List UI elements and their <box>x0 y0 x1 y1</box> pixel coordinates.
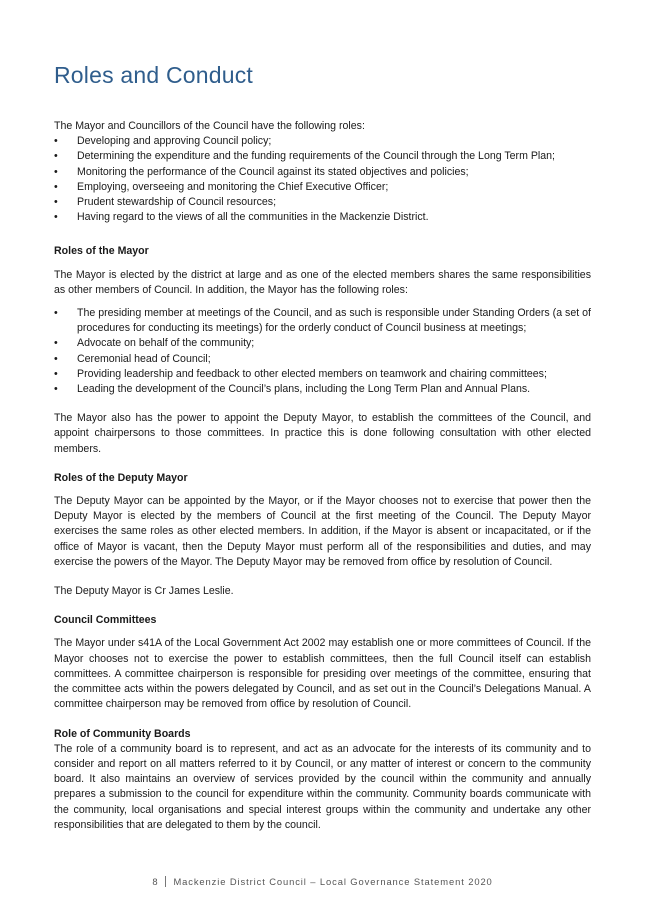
list-item <box>54 165 591 180</box>
bullet: • <box>54 383 58 396</box>
intro-paragraph: The Mayor and Councillors of the Council have the following roles: <box>54 120 365 132</box>
page-title: Roles and Conduct <box>54 62 254 88</box>
list-item-text: Advocate on behalf of the community; <box>77 337 255 350</box>
list-item-text: Developing and approving Council policy; <box>77 135 272 148</box>
list-item-text: Providing leadership and feedback to other elected members on teamwork and chairing committees; <box>77 367 547 380</box>
bullet: • <box>54 180 58 193</box>
list-item <box>54 134 591 149</box>
bullet: • <box>54 150 58 163</box>
community-boards-paragraph: The role of a community board is to represent, and act as an advocate for the interests of its community and to consider and report on all matters referred to it by Council, or any matter of interest or concern to the community board. It also maintains an overview of services provided by the council within the community and annually prepares a submission to the council for expenditure within the community. Community boards communicate with the community, local organisations and special interest groups within the community and undertake any other responsibilities that are delegated to them by the council. <box>54 742 591 831</box>
list-item-text: Prudent stewardship of Council resources; <box>77 196 277 209</box>
list-item-text: The presiding member at meetings of the Council, and as such is responsible under Standing Orders (a set of procedures for conducting its meetings) for the orderly conduct of Council business at meetings; <box>77 307 591 335</box>
bullet: • <box>54 135 58 148</box>
section-heading-committees: Council Committees <box>54 614 157 627</box>
list-item <box>54 306 591 336</box>
mayor-paragraph: The Mayor is elected by the district at large and as one of the elected members shares the same responsibilities as other members of Council. In addition, the Mayor has the following roles: <box>54 268 591 296</box>
bullet: • <box>54 352 58 365</box>
council-roles-list <box>54 134 591 225</box>
bullet: • <box>54 337 58 350</box>
deputy-mayor-paragraph: The Deputy Mayor can be appointed by the Mayor, or if the Mayor chooses not to exercise that power then the Deputy Mayor is elected by the members of Council at the first meeting of the Council. The Deputy Mayor exercises the same roles as other elected members. In addition, if the Mayor is absent or incapacitated, or if the office of Mayor is vacant, then the Deputy Mayor must perform all of the responsibilities and duties, and may exercise the powers of the Mayor. The Deputy Mayor may be removed from office by resolution of Council. <box>54 495 591 568</box>
list-item <box>54 352 591 367</box>
bullet: • <box>54 165 58 178</box>
mayor-powers-paragraph: The Mayor also has the power to appoint the Deputy Mayor, to establish the committees of the Council, and appoint chairpersons to those committees. In practice this is done following consultation with other elected members. <box>54 412 591 455</box>
page-content <box>54 119 591 833</box>
list-item <box>54 180 591 195</box>
section-heading-mayor: Roles of the Mayor <box>54 245 149 258</box>
list-item <box>54 336 591 351</box>
list-item <box>54 195 591 210</box>
bullet: • <box>54 367 58 380</box>
footer-divider <box>165 876 166 887</box>
mayor-roles-list <box>54 306 591 397</box>
section-heading-community-boards: Role of Community Boards <box>54 727 191 740</box>
page-number: 8 <box>152 876 159 887</box>
bullet: • <box>54 196 58 209</box>
footer-text: Mackenzie District Council – Local Governance Statement 2020 <box>173 876 493 887</box>
list-item-text: Monitoring the performance of the Council against its stated objectives and policies; <box>77 165 469 178</box>
bullet: • <box>54 211 58 224</box>
list-item <box>54 210 591 225</box>
list-item <box>54 149 591 164</box>
list-item <box>54 382 591 397</box>
deputy-mayor-name-paragraph: The Deputy Mayor is Cr James Leslie. <box>54 585 234 598</box>
list-item-text: Ceremonial head of Council; <box>77 352 211 365</box>
bullet: • <box>54 307 58 320</box>
list-item-text: Having regard to the views of all the communities in the Mackenzie District. <box>77 211 429 224</box>
list-item-text: Leading the development of the Council’s plans, including the Long Term Plan and Annual Plans. <box>77 383 531 396</box>
list-item-text: Determining the expenditure and the funding requirements of the Council through the Long Term Plan; <box>77 150 556 163</box>
section-heading-deputy-mayor: Roles of the Deputy Mayor <box>54 471 188 484</box>
committees-paragraph: The Mayor under s41A of the Local Government Act 2002 may establish one or more committees of Council. If the Mayor chooses not to exercise the power to establish committees, then the full Council itself can establish committees. A committee chairperson is responsible for presiding over meetings of the committee, ensuring that the committee acts within the powers delegated by Council, and as set out in the Council’s Delegations Manual. A committee chairperson may be removed from office by resolution of Council. <box>54 637 591 711</box>
page-footer <box>0 876 645 887</box>
list-item-text: Employing, overseeing and monitoring the Chief Executive Officer; <box>77 180 389 193</box>
list-item <box>54 367 591 382</box>
